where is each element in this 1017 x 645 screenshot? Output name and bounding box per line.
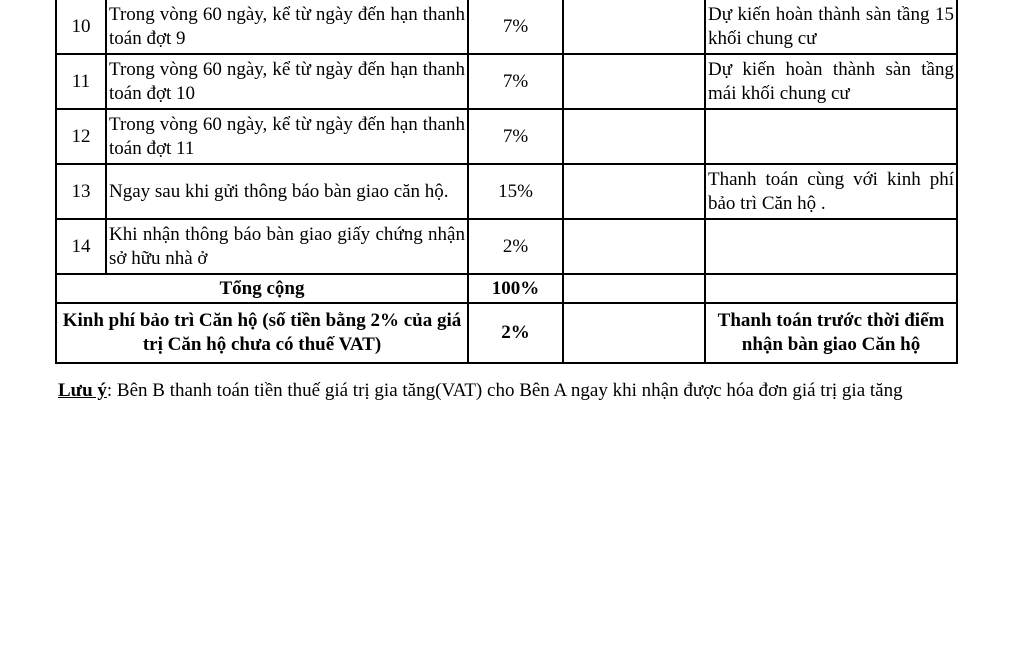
- total-note: [705, 274, 957, 303]
- table-row: [56, 164, 957, 219]
- table-row: [56, 54, 957, 109]
- row-description: Khi nhận thông báo bàn giao giấy chứng nhận sở hữu nhà ở: [106, 219, 468, 274]
- footnote-label: Lưu ý: [58, 380, 107, 401]
- maintenance-amount: [563, 303, 705, 363]
- row-amount: [563, 219, 705, 274]
- maintenance-row: [56, 303, 957, 363]
- maintenance-note: Thanh toán trước thời điểm nhận bàn giao Căn hộ: [705, 303, 957, 363]
- row-note: [705, 109, 957, 164]
- footnote-text: : Bên B thanh toán tiền thuế giá trị gia tăng(VAT) cho Bên A ngay khi nhận được hóa đơn giá trị gia tăng: [106, 380, 903, 401]
- row-note: [705, 219, 957, 274]
- maintenance-label: Kinh phí bảo trì Căn hộ (số tiền bằng 2% của giá trị Căn hộ chưa có thuế VAT): [56, 303, 468, 363]
- total-amount: [563, 274, 705, 303]
- table-row: [56, 219, 957, 274]
- total-row: [56, 274, 957, 303]
- row-number: 12: [56, 109, 106, 164]
- row-description: Trong vòng 60 ngày, kể từ ngày đến hạn thanh toán đợt 9: [106, 0, 468, 54]
- row-amount: [563, 109, 705, 164]
- row-description: Trong vòng 60 ngày, kể từ ngày đến hạn thanh toán đợt 10: [106, 54, 468, 109]
- row-amount: [563, 54, 705, 109]
- row-amount: [563, 164, 705, 219]
- row-percent: 15%: [468, 164, 563, 219]
- row-note: Thanh toán cùng với kinh phí bảo trì Căn hộ .: [705, 164, 957, 219]
- row-amount: [563, 0, 705, 54]
- row-note: Dự kiến hoàn thành sàn tầng mái khối chung cư: [705, 54, 957, 109]
- row-note: Dự kiến hoàn thành sàn tầng 15 khối chung cư: [705, 0, 957, 54]
- row-percent: 7%: [468, 0, 563, 54]
- total-percent: 100%: [468, 274, 563, 303]
- row-description: Trong vòng 60 ngày, kể từ ngày đến hạn thanh toán đợt 11: [106, 109, 468, 164]
- footnote: [58, 380, 903, 402]
- row-percent: 2%: [468, 219, 563, 274]
- row-percent: 7%: [468, 54, 563, 109]
- maintenance-percent: 2%: [468, 303, 563, 363]
- table-row: [56, 109, 957, 164]
- table-row: [56, 0, 957, 54]
- row-number: 14: [56, 219, 106, 274]
- row-number: 13: [56, 164, 106, 219]
- payment-schedule-table: [55, 0, 958, 364]
- total-label: Tổng cộng: [56, 274, 468, 303]
- row-percent: 7%: [468, 109, 563, 164]
- row-number: 10: [56, 0, 106, 54]
- row-number: 11: [56, 54, 106, 109]
- row-description: Ngay sau khi gửi thông báo bàn giao căn hộ.: [106, 164, 468, 219]
